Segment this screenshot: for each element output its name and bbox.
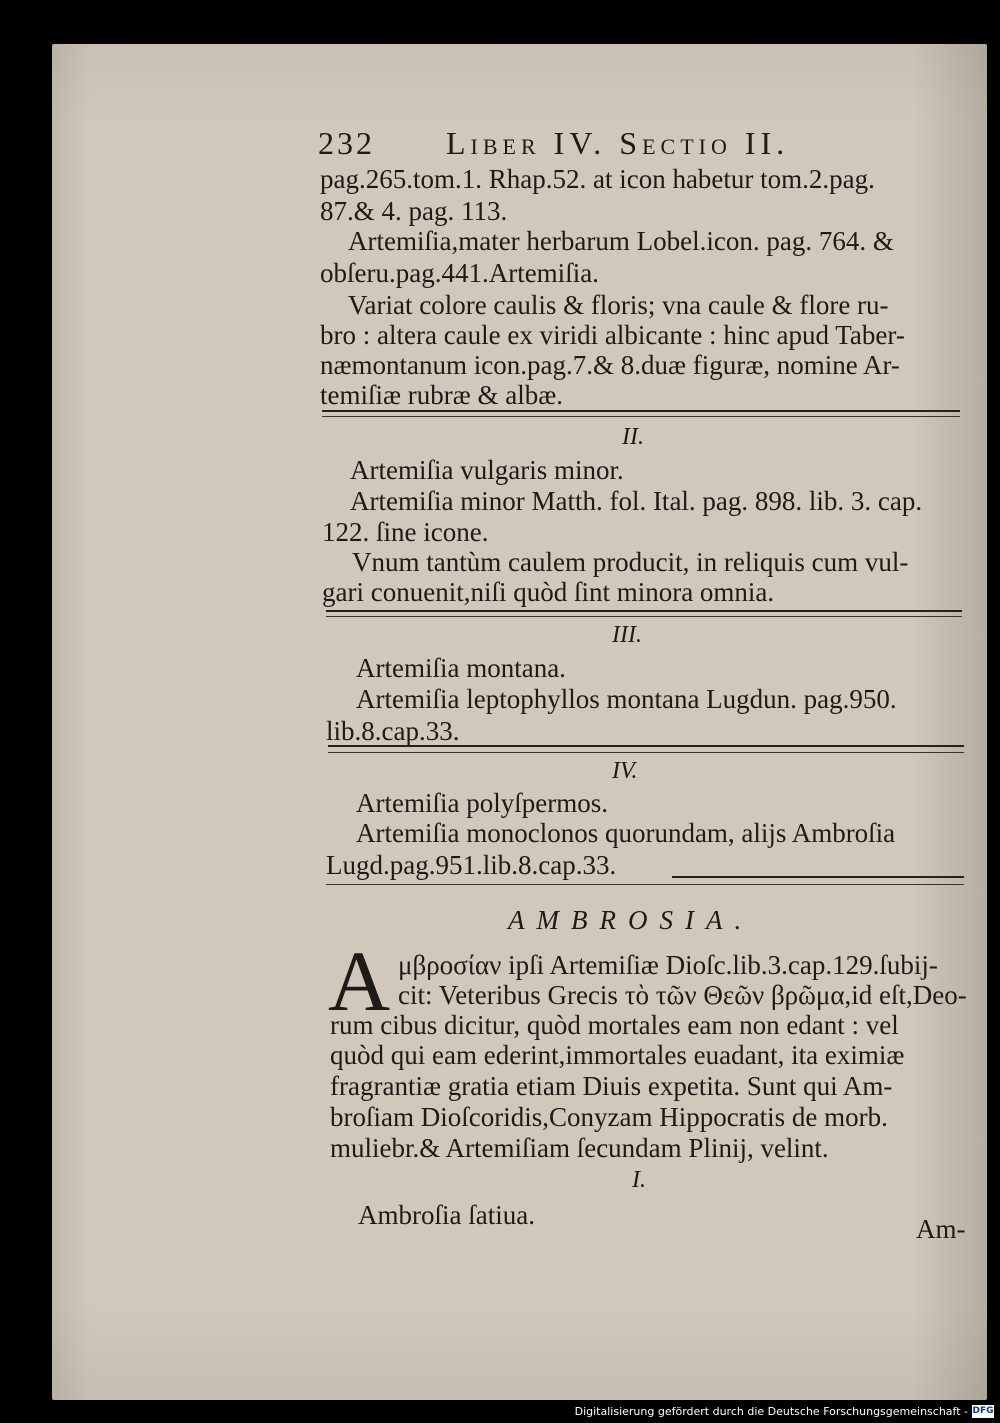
text-line: pag.265.tom.1. Rhap.52. at icon habetur tom.2.pag. (320, 164, 875, 194)
drop-cap: A (328, 933, 391, 1029)
divider-rule (326, 610, 962, 612)
text-line: Artemiſia minor Matth. fol. Ital. pag. 898. lib. 3. cap. (350, 486, 923, 516)
section-numeral: IV. (612, 758, 638, 784)
text-line: temiſiæ rubræ & albæ. (320, 380, 563, 410)
text-line: Variat colore caulis & floris; vna caule & flore ru- (348, 290, 889, 320)
text-line: 122. ſine icone. (322, 517, 489, 547)
text-line: Ambroſia ſatiua. (358, 1200, 535, 1230)
text-line: Lugd.pag.951.lib.8.cap.33. (326, 850, 617, 880)
text-line: næmontanum icon.pag.7.& 8.duæ figuræ, nomine Ar- (320, 350, 900, 380)
catchword: Am- (916, 1214, 966, 1244)
text-line: broſiam Dioſcoridis,Conyzam Hippocratis de morb. (330, 1102, 888, 1132)
page-header (318, 125, 958, 165)
text-line: Artemiſia monoclonos quorundam, alijs Ambroſia (356, 818, 896, 848)
text-line: muliebr.& Artemiſiam ſecundam Plinij, velint. (330, 1133, 829, 1163)
text-line: fragrantiæ gratia etiam Diuis expetita. Sunt qui Am- (330, 1071, 893, 1101)
text-line: Artemiſia polyſpermos. (356, 788, 608, 818)
text-line: Artemiſia,mater herbarum Lobel.icon. pag. 764. & (348, 226, 894, 256)
text-line: μβροσίαν ipſi Artemiſiæ Dioſc.lib.3.cap.129.ſubij- (398, 950, 938, 980)
section-numeral: II. (622, 424, 644, 450)
divider-rule (326, 884, 964, 885)
text-line: Artemiſia leptophyllos montana Lugdun. pag.950. (356, 684, 897, 714)
text-line: Artemiſia montana. (356, 653, 566, 683)
text-line: Vnum tantùm caulem producit, in reliquis cum vul- (352, 547, 909, 577)
text-line: cit: Veteribus Grecis τὸ τῶν Θεῶν βρῶμα,id eſt,Deo- (398, 980, 967, 1010)
footer-credit: Digitalisierung gefördert durch die Deutsche Forschungsgemeinschaft - (574, 1405, 968, 1418)
divider-rule (672, 876, 964, 878)
text-line: obſeru.pag.441.Artemiſia. (320, 258, 599, 288)
divider-rule (322, 416, 960, 417)
text-line: gari conuenit,niſi quòd ſint minora omnia. (322, 577, 775, 607)
text-line: bro : altera caule ex viridi albicante : hinc apud Taber- (320, 320, 905, 350)
text-line: lib.8.cap.33. (326, 716, 460, 746)
dfg-logo-icon: DFG (972, 1406, 994, 1416)
section-numeral: III. (612, 622, 642, 648)
divider-rule (328, 745, 964, 747)
text-line: Artemiſia vulgaris minor. (350, 455, 624, 485)
divider-rule (326, 616, 962, 617)
text-line: quòd qui eam ederint,immortales euadant, ita eximiæ (330, 1040, 905, 1070)
divider-rule (322, 410, 960, 412)
divider-rule (328, 752, 964, 753)
section-numeral: I. (632, 1167, 646, 1193)
text-line: 87.& 4. pag. 113. (320, 196, 508, 226)
running-head: Liber IV. Sectio II. (446, 125, 790, 161)
section-title: AMBROSIA. (508, 905, 754, 935)
page-number: 232 (318, 125, 375, 161)
text-line: rum cibus dicitur, quòd mortales eam non edant : vel (330, 1010, 899, 1040)
